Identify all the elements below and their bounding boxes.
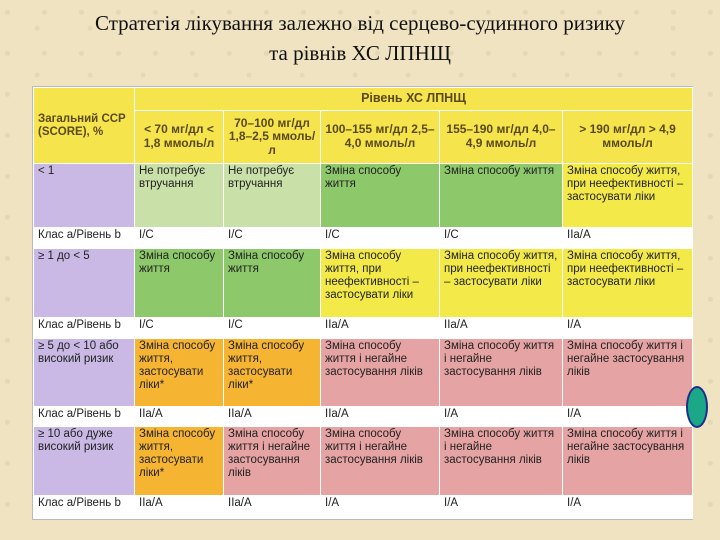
class-cell: I/C [224,228,321,249]
table-cell: Зміна способу життя, при неефективності – застосувати ліки [321,248,440,317]
title-line-2: та рівнів ХС ЛПНЩ [269,41,451,65]
title-line-1: Стратегія лікування залежно від серцево-судинного ризику [94,11,625,35]
table-cell: Зміна способу життя, при неефективності – застосувати ліки [563,164,693,228]
risk-label: ≥ 5 до < 10 або високий ризик [34,338,135,406]
class-cell: IIa/A [321,317,440,338]
risk-label: < 1 [34,164,135,228]
class-cell: IIa/A [321,406,440,427]
table-cell: Зміна способу життя, застосувати ліки* [135,427,224,496]
table-row [34,164,693,228]
class-cell: I/A [440,496,563,519]
class-cell: IIa/A [563,228,693,249]
table-cell: Зміна способу життя і негайне застосування ліків [321,427,440,496]
risk-treatment-table [32,86,693,520]
class-cell: I/C [321,228,440,249]
class-cell: I/C [135,228,224,249]
slide-title [0,8,720,68]
corner-header: Загальний ССР (SCORE), % [34,88,135,164]
class-cell: I/C [440,228,563,249]
class-cell: IIa/A [224,406,321,427]
class-label: Клас a/Рівень b [34,228,135,249]
table-cell: Зміна способу життя і негайне застосування ліків [563,427,693,496]
oval-marker-shape [686,386,708,428]
table-cell: Зміна способу життя, при неефективності – застосувати ліки [440,248,563,317]
col-header-1: < 70 мг/дл < 1,8 ммоль/л [135,110,224,164]
class-row [34,317,693,338]
class-row [34,406,693,427]
table-cell: Не потребує втручання [224,164,321,228]
class-label: Клас a/Рівень b [34,496,135,519]
class-row [34,496,693,519]
class-cell: IIa/A [135,406,224,427]
class-cell: I/A [563,496,693,519]
class-row [34,228,693,249]
table-cell: Зміна способу життя і негайне застосування ліків [321,338,440,406]
class-label: Клас a/Рівень b [34,317,135,338]
class-label: Клас a/Рівень b [34,406,135,427]
table-cell: Зміна способу життя [440,164,563,228]
class-cell: I/A [563,406,693,427]
col-header-2: 70–100 мг/дл 1,8–2,5 ммоль/л [224,110,321,164]
table-cell: Зміна способу життя і негайне застосування ліків [563,338,693,406]
table-cell: Зміна способу життя, застосувати ліки* [135,338,224,406]
table-cell: Зміна способу життя, застосувати ліки* [224,338,321,406]
class-cell: I/C [224,317,321,338]
risk-label: ≥ 1 до < 5 [34,248,135,317]
class-cell: I/A [440,406,563,427]
table-cell: Зміна способу життя [321,164,440,228]
table-cell: Зміна способу життя [135,248,224,317]
table-cell: Не потребує втручання [135,164,224,228]
table-row [34,338,693,406]
table-cell: Зміна способу життя [224,248,321,317]
table-cell: Зміна способу життя, при неефективності – застосувати ліки [563,248,693,317]
risk-label: ≥ 10 або дуже високий ризик [34,427,135,496]
class-cell: IIa/A [135,496,224,519]
table-row [34,427,693,496]
class-cell: IIa/A [224,496,321,519]
class-cell: I/A [563,317,693,338]
col-header-5: > 190 мг/дл > 4,9 ммоль/л [563,110,693,164]
col-header-3: 100–155 мг/дл 2,5–4,0 ммоль/л [321,110,440,164]
class-cell: I/C [135,317,224,338]
table-cell: Зміна способу життя і негайне застосування ліків [224,427,321,496]
group-header: Рівень ХС ЛПНЩ [135,88,693,111]
col-header-4: 155–190 мг/дл 4,0–4,9 ммоль/л [440,110,563,164]
table-cell: Зміна способу життя і негайне застосування ліків [440,427,563,496]
class-cell: I/A [321,496,440,519]
table-row [34,248,693,317]
class-cell: IIa/A [440,317,563,338]
table-cell: Зміна способу життя і негайне застосування ліків [440,338,563,406]
